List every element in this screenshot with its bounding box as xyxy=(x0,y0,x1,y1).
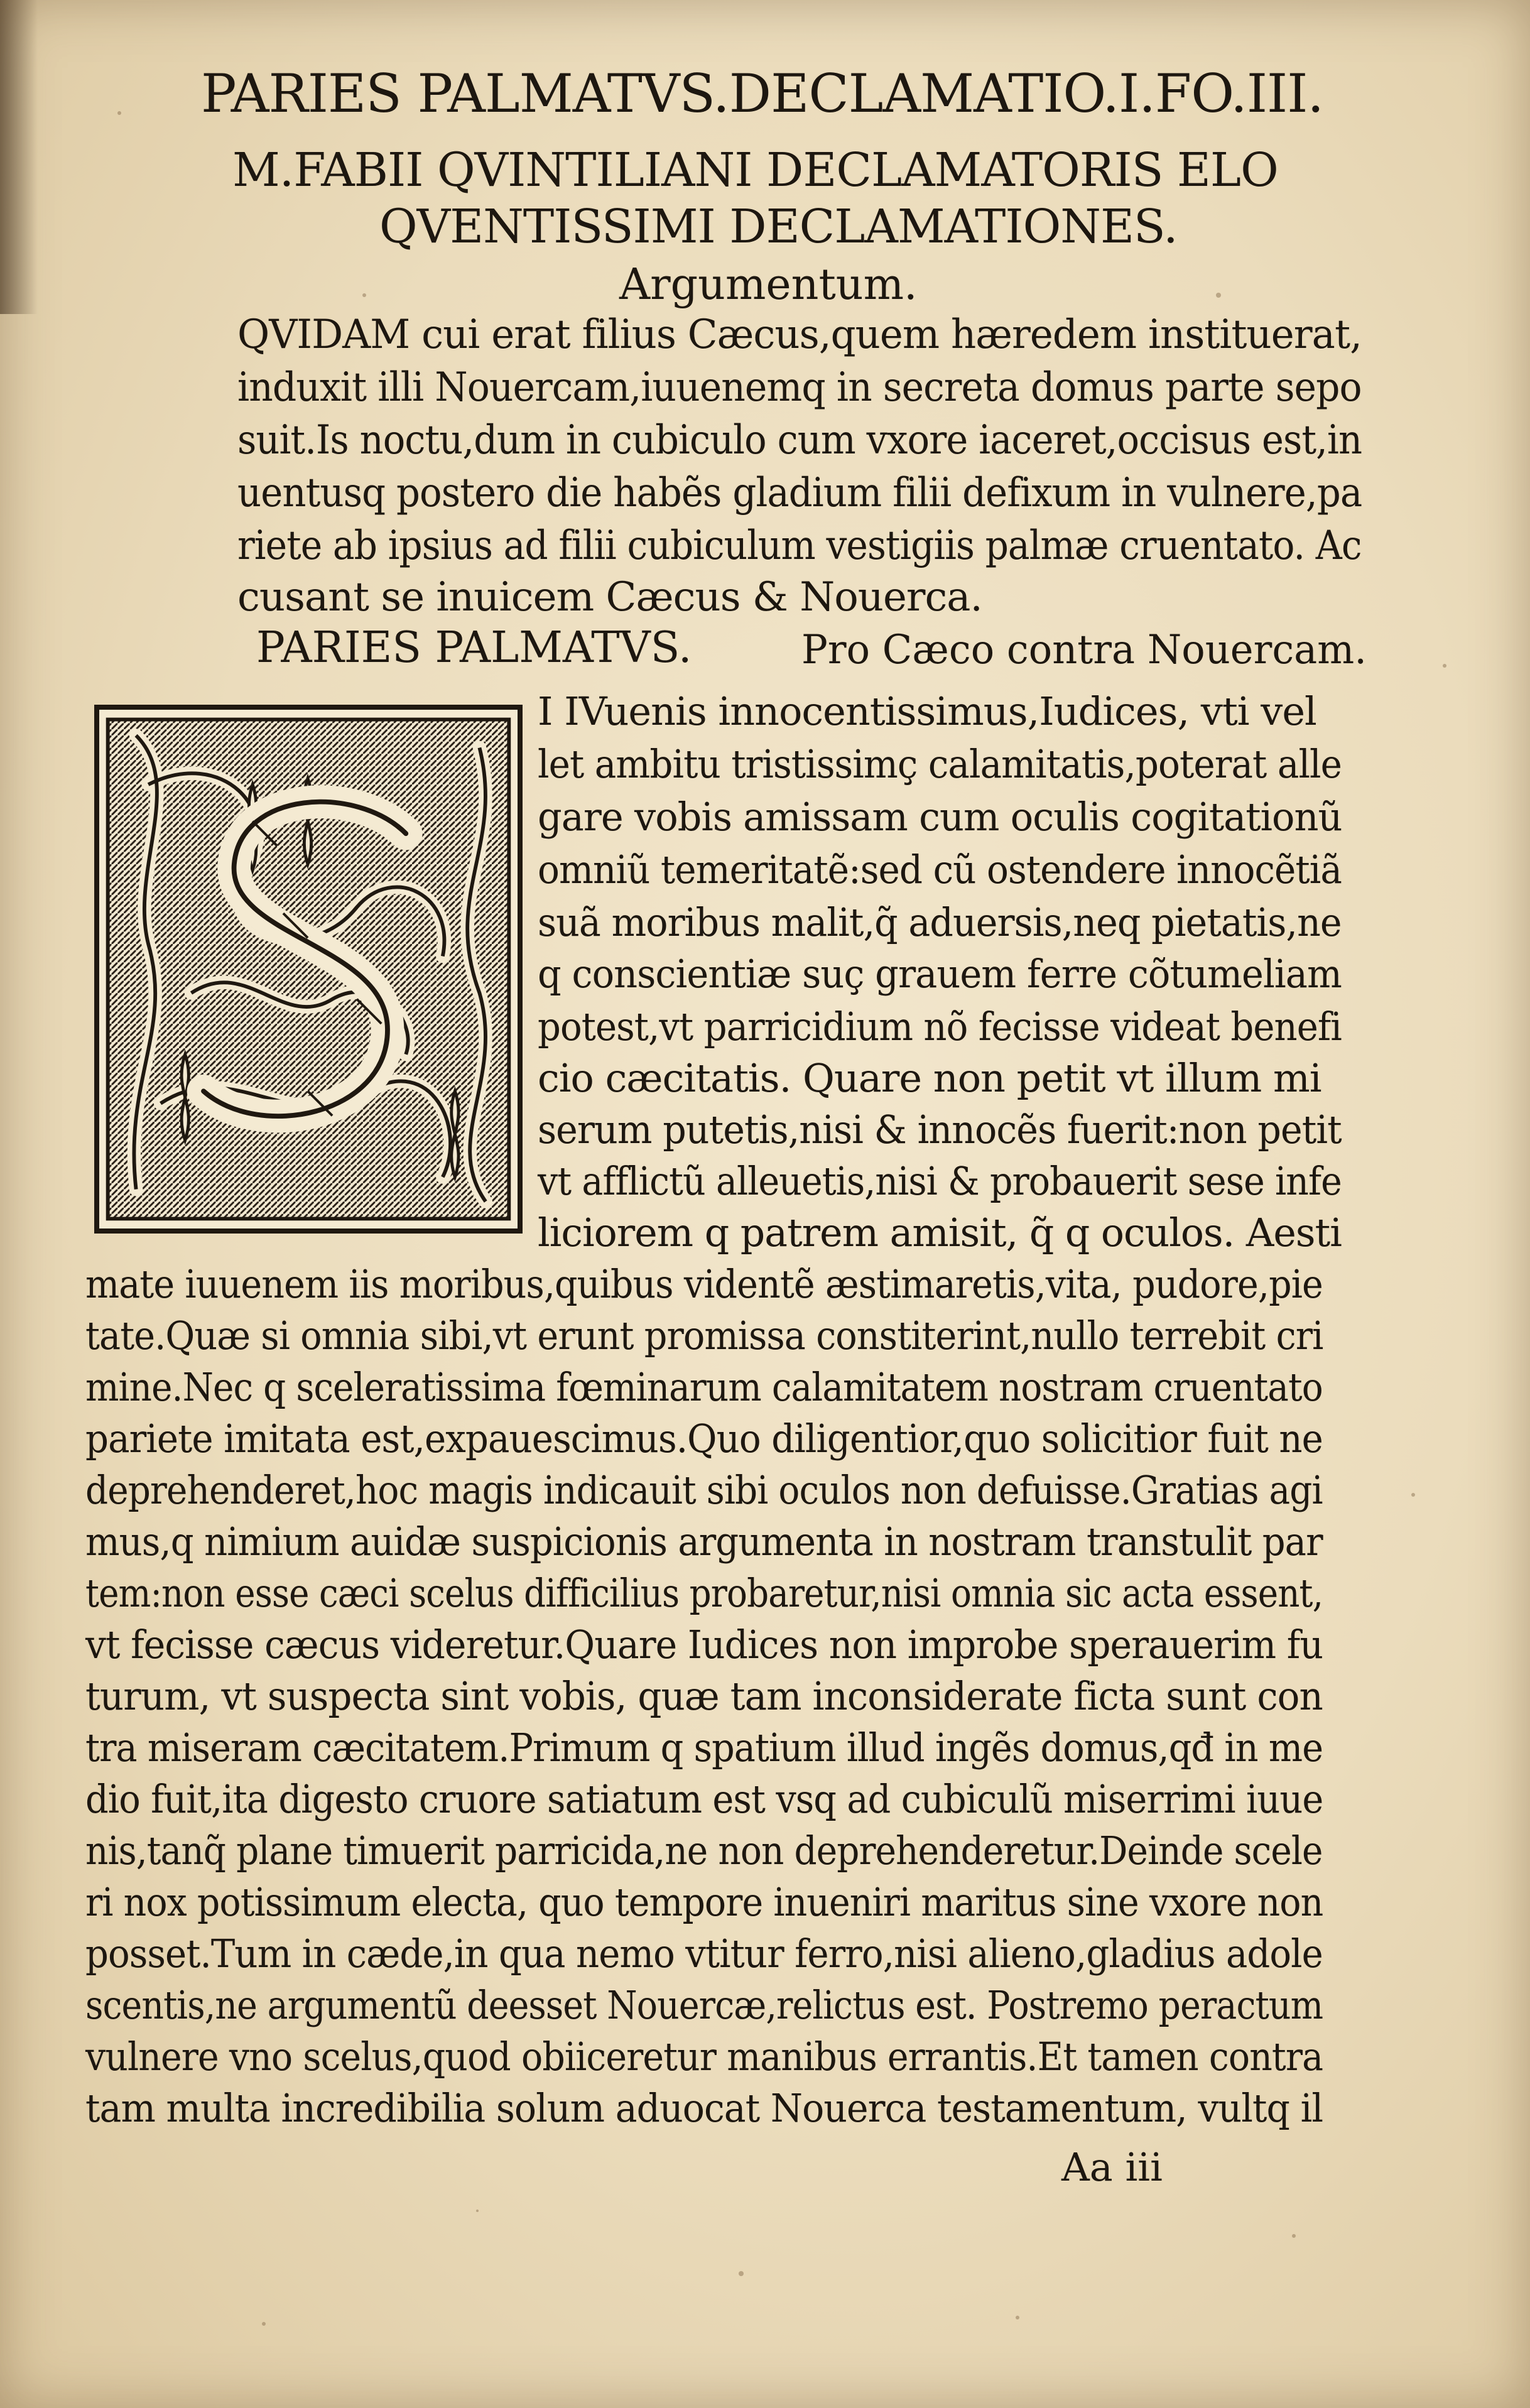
body-line: serum putetis,nisi & innocẽs fuerit:non petit xyxy=(538,1107,1342,1152)
argument-line: induxit illi Nouercam,iuuenemq in secreta domus parte sepo xyxy=(237,364,1362,411)
woodcut-ornament-icon xyxy=(99,710,518,1228)
body-line: vt afflictũ alleuetis,nisi & probauerit sese infe xyxy=(538,1158,1342,1204)
body-line: potest,vt parricidium nõ fecisse videat benefi xyxy=(538,1004,1342,1049)
body-line: ri nox potissimum electa, quo tempore inueniri maritus sine vxore non xyxy=(85,1879,1323,1925)
body-line: let ambitu tristissimç calamitatis,poterat alle xyxy=(538,741,1342,787)
body-line: cio cæcitatis. Quare non petit vt illum mi xyxy=(538,1055,1321,1101)
body-line: turum, vt suspecta sint vobis, quæ tam inconsiderate ficta sunt con xyxy=(85,1673,1323,1719)
body-line: dio fuit,ita digesto cruore satiatum est vsq ad cubiculũ miserrimi iuue xyxy=(85,1776,1323,1822)
body-line: suã moribus malit,q̃ aduersis,neq pietatis,ne xyxy=(538,899,1342,945)
body-line: mate iuuenem iis moribus,quibus videntẽ æstimaretis,vita, pudore,pie xyxy=(85,1261,1323,1307)
body-line: q conscientiæ suç grauem ferre cõtumeliam xyxy=(538,951,1342,997)
binding-shadow xyxy=(0,0,38,314)
body-line: I IVuenis innocentissimus,Iudices, vti vel xyxy=(538,688,1316,734)
body-line: nis,tanq̃ plane timuerit parricida,ne non deprehenderetur.Deinde scele xyxy=(85,1828,1323,1874)
argument-line: cusant se inuicem Cæcus & Nouerca. xyxy=(237,574,982,621)
body-line: tam multa incredibilia solum aduocat Nouerca testamentum, vultq il xyxy=(85,2085,1323,2131)
body-line: vt fecisse cæcus videretur.Quare Iudices non improbe sperauerim fu xyxy=(85,1622,1323,1668)
argument-line: riete ab ipsius ad filii cubiculum vestigiis palmæ cruentato. Ac xyxy=(237,523,1362,569)
body-line: gare vobis amissam cum oculis cogitationũ xyxy=(538,794,1342,840)
body-line: tra miseram cæcitatem.Primum q spatium illud ingẽs domus,qđ in me xyxy=(85,1725,1323,1771)
title-line-1: M.FABII QVINTILIANI DECLAMATORIS ELO xyxy=(232,143,1278,197)
body-line: tem:non esse cæci scelus difficilius probaretur,nisi omnia sic acta essent, xyxy=(85,1570,1323,1616)
body-line: mus,q nimium auidæ suspicionis argumenta in nostram transtulit par xyxy=(85,1519,1323,1565)
running-header: PARIES PALMATVS.DECLAMATIO.I.FO.III. xyxy=(201,63,1324,124)
body-line: liciorem q patrem amisit, q̃ q oculos. Aesti xyxy=(538,1210,1342,1256)
body-line: omniũ temeritatẽ:sed cũ ostendere innocẽtiã xyxy=(538,847,1342,892)
section-subtitle: Pro Cæco contra Nouercam. xyxy=(801,627,1367,673)
body-line: vulnere vno scelus,quod obiiceretur manibus errantis.Et tamen contra xyxy=(85,2034,1323,2080)
title-line-2: QVENTISSIMI DECLAMATIONES. xyxy=(379,200,1178,254)
body-line: pariete imitata est,expauescimus.Quo diligentior,quo solicitior fuit ne xyxy=(85,1416,1323,1462)
body-line: deprehenderet,hoc magis indicauit sibi oculos non defuisse.Gratias agi xyxy=(85,1467,1323,1513)
body-line: scentis,ne argumentũ deesset Nouercæ,relictus est. Postremo peractum xyxy=(85,1982,1323,2028)
section-rubric: PARIES PALMATVS. xyxy=(256,623,692,673)
argument-line: QVIDAM cui erat filius Cæcus,quem hæredem instituerat, xyxy=(237,312,1362,358)
argument-line: suit.Is noctu,dum in cubiculo cum vxore iaceret,occisus est,in xyxy=(237,417,1362,464)
signature-mark: Aa iii xyxy=(1061,2144,1163,2190)
argument-line: uentusq postero die habẽs gladium filii defixum in vulnere,pa xyxy=(237,470,1362,516)
body-line: tate.Quæ si omnia sibi,vt erunt promissa constiterint,nullo terrebit cri xyxy=(85,1313,1323,1359)
argument-heading: Argumentum. xyxy=(619,260,918,310)
body-line: posset.Tum in cæde,in qua nemo vtitur ferro,nisi alieno,gladius adole xyxy=(85,1931,1323,1977)
decorated-initial-woodcut xyxy=(94,705,523,1234)
body-line: mine.Nec q sceleratissima fœminarum calamitatem nostram cruentato xyxy=(85,1364,1323,1410)
